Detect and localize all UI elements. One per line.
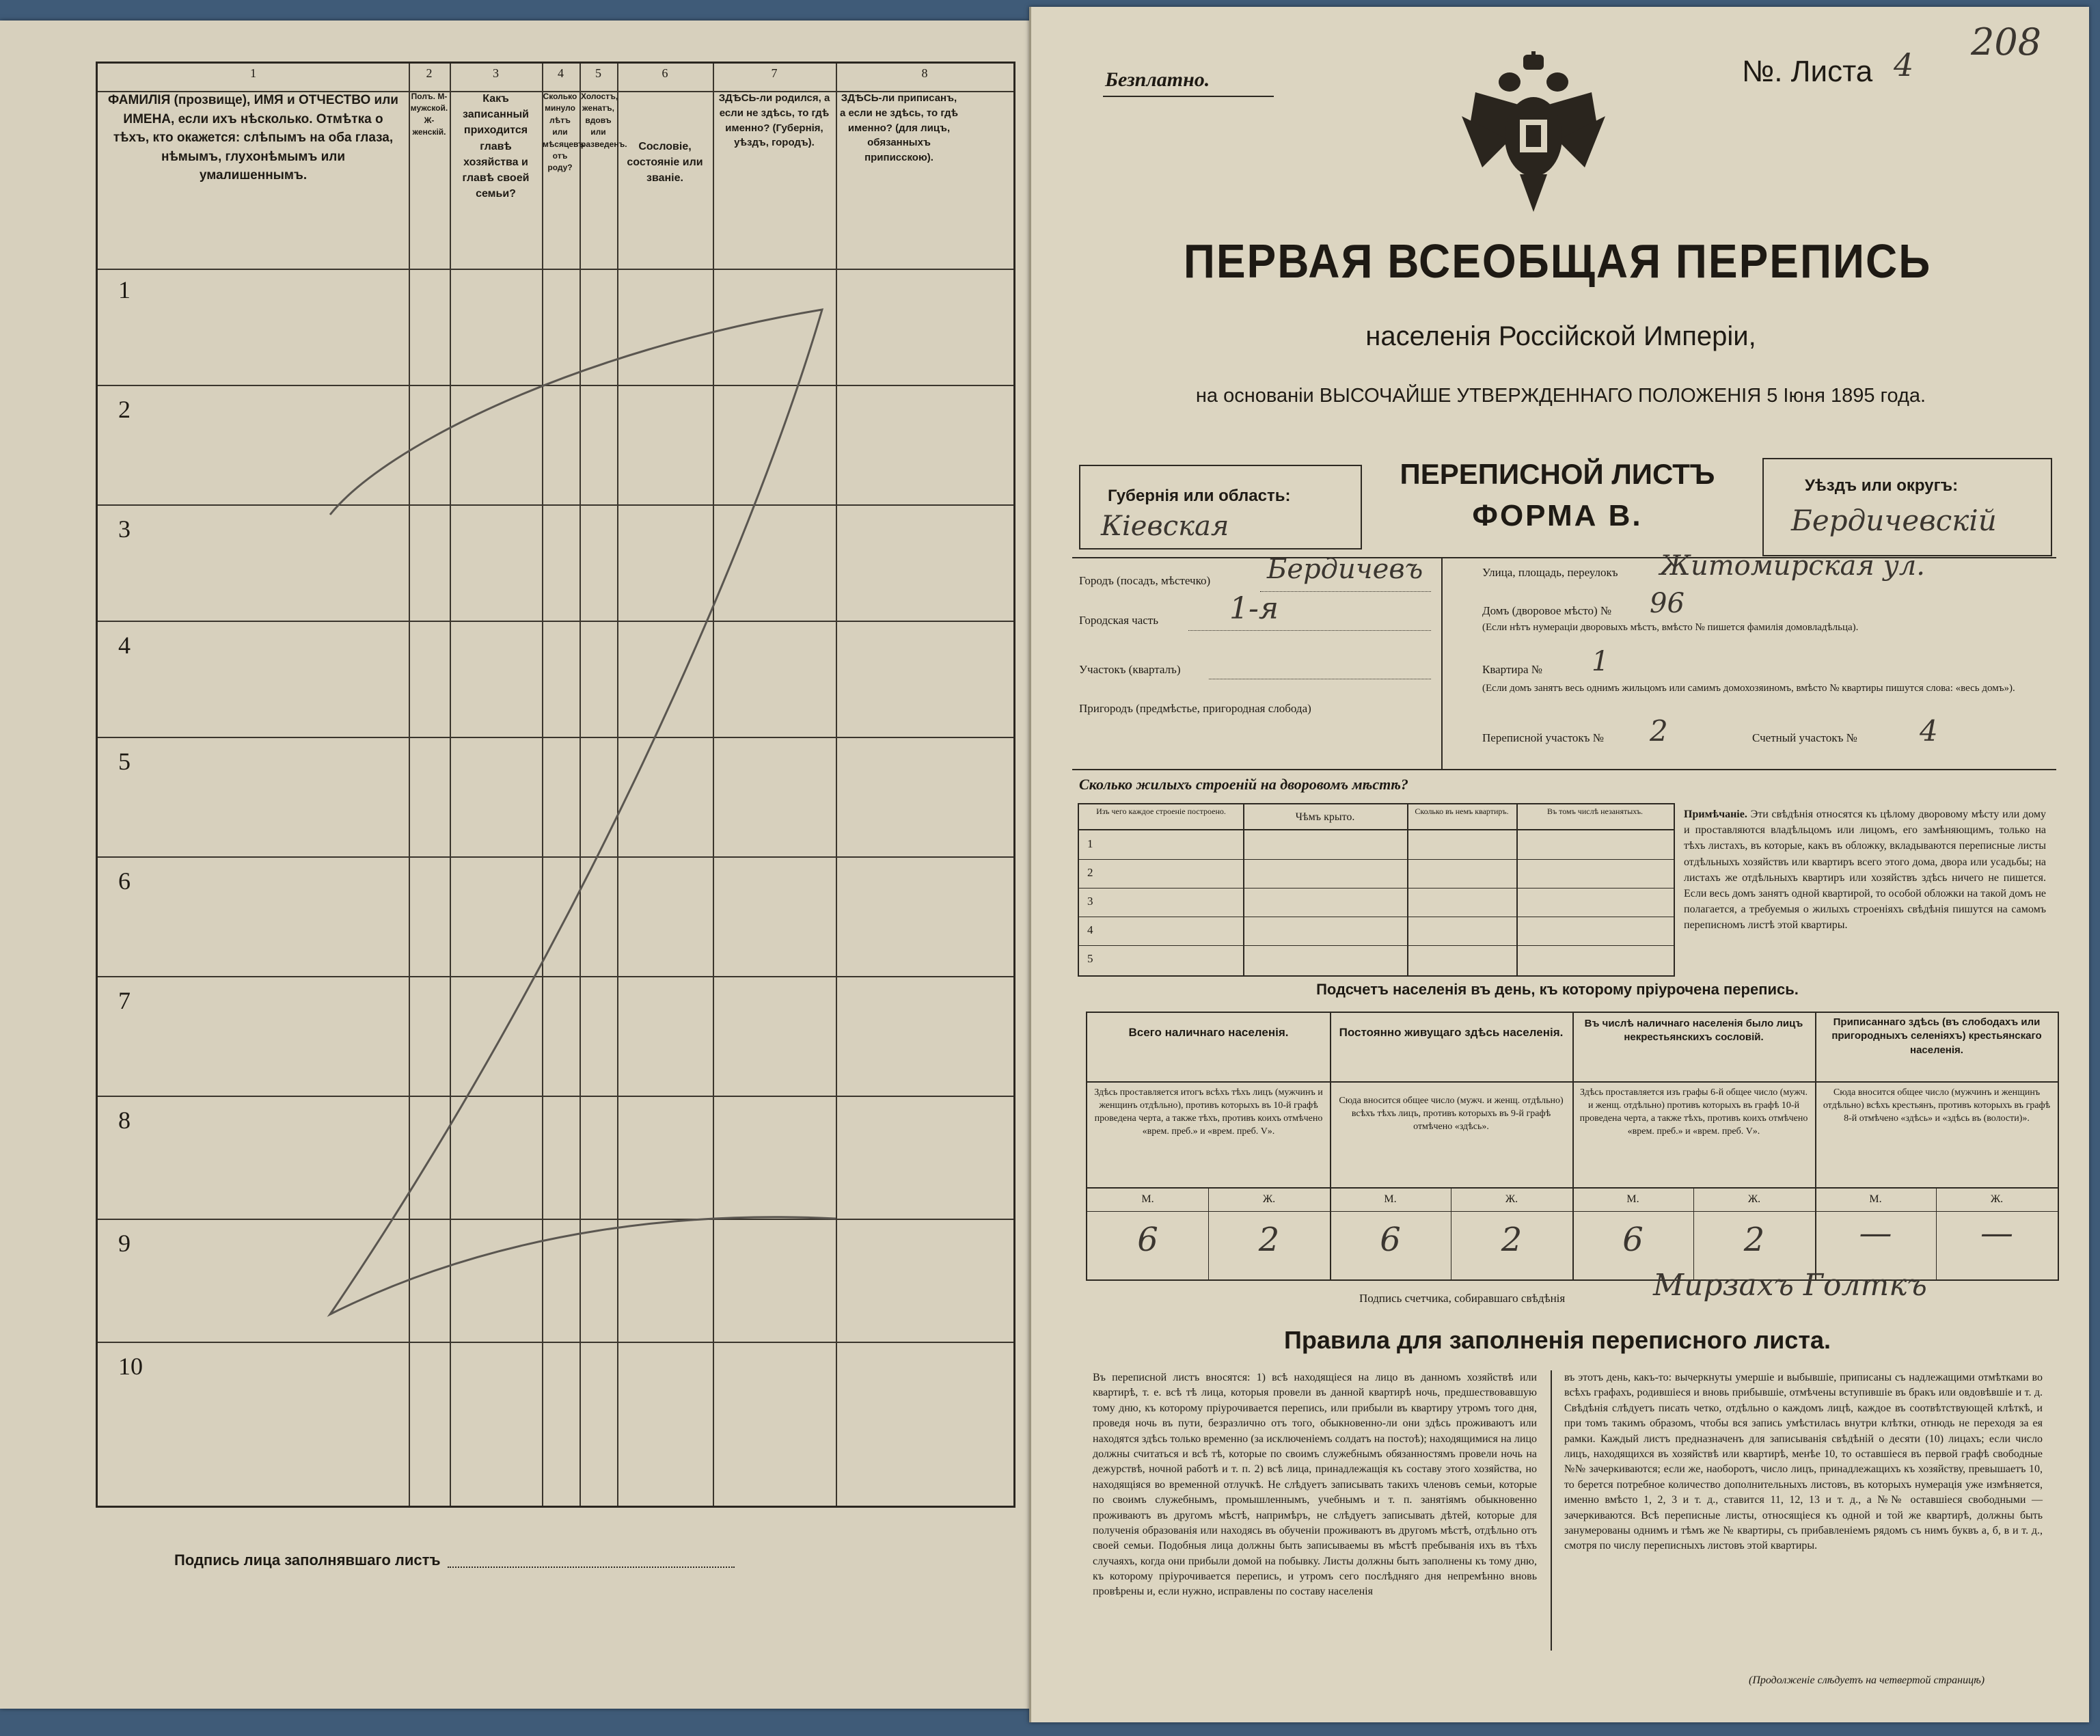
row-number: 5 xyxy=(118,748,131,775)
column-number: 1 xyxy=(250,66,256,80)
male-label: М. xyxy=(1141,1193,1154,1205)
count-table xyxy=(1086,1012,2059,1281)
basis-line: на основаніи ВЫСОЧАЙШЕ УТВЕРЖДЕННАГО ПОЛОЖЕНІЯ 5 Іюня 1895 года. xyxy=(1195,385,1926,407)
right-page xyxy=(1029,7,2089,1722)
column-number: 8 xyxy=(921,66,928,80)
city-label: Городъ (посадъ, мѣстечко) xyxy=(1079,574,1211,587)
buildings-row-number: 5 xyxy=(1087,952,1093,965)
form-title-2: ФОРМА В. xyxy=(1472,499,1643,532)
counter-signature-label: Подпись счетчика, собиравшаго свѣдѣнія xyxy=(1359,1292,1566,1305)
buildings-header: Чѣмъ крыто. xyxy=(1295,811,1355,823)
uezd-value: Бердичевскій xyxy=(1791,504,1997,537)
count-title: Подсчетъ населенія въ день, къ которому пріурочена перепись. xyxy=(1316,981,1799,998)
apartment-note: (Если домъ занятъ весь однимъ жильцомъ или самимъ домохозяиномъ, вмѣсто № квартиры пишутся слова: «весь домъ»). xyxy=(1482,683,2015,694)
subtitle: населенія Россійской Имперіи, xyxy=(1365,321,1756,351)
row-divider xyxy=(1079,888,1674,889)
row-divider xyxy=(1079,945,1674,946)
rules-left-column: Въ переписной листъ вносятся: 1) всѣ находящіеся на лицо въ данномъ хозяйствѣ или квартирѣ, т. е. всѣ тѣ лица, которыя провели въ данной квартирѣ ночь, предшествовавшую тому дню, къ которому пріурочивается перепись, или прибыли въ квартиру утромъ того дня, проведя ночь въ пути, безразлично отъ того, обыкновенно-ли они здѣсь проживаютъ или находятся здѣсь только временно (за исключеніемъ солдатъ на постоѣ); находящимися на лицо должны считаться и всѣ тѣ, которые по своимъ служебнымъ обязанностямъ провели ночь на дежурствѣ, ночной работѣ и т. п. 2) всѣ лица, принадлежащія къ составу этого хозяйства, но находящіяся во временной отлучкѣ. Не слѣдуетъ записывать такихъ членовъ семьи, которые по своимъ служебнымъ, промышленнымъ, учебнымъ и т. п. занятіямъ обыкновенно проживаютъ въ другомъ мѣстѣ, напримѣръ, не слѣдуетъ записывать дѣтей, которые для полученія образованія или находясь въ обученіи проживаютъ въ другомъ мѣстѣ, отдѣльно отъ своей семьи. Подобныя лица должны быть записываемы въ мѣстѣ пребыванія ихъ въ тѣхъ случаяхъ, когда они прибыли домой на побывку. Листы должны быть заполнены къ тому дню, къ которому пріурочивается перепись, и утромъ сего послѣдняго дня непремѣнно вновь провѣрены и, если нужно, исправлены по составу населенія xyxy=(1093,1372,1537,1598)
buildings-row-number: 1 xyxy=(1087,837,1093,850)
row-number: 8 xyxy=(118,1107,131,1134)
row-number: 7 xyxy=(118,987,131,1014)
male-label: М. xyxy=(1384,1193,1397,1205)
female-label: Ж. xyxy=(1262,1193,1276,1205)
address-divider xyxy=(1441,557,1443,769)
mf-divider xyxy=(1087,1187,2058,1189)
male-label: М. xyxy=(1869,1193,1882,1205)
city-value: Бердичевъ xyxy=(1267,554,1423,585)
count-value: 2 xyxy=(1501,1221,1523,1259)
buildings-row-number: 3 xyxy=(1087,895,1093,908)
row-number: 1 xyxy=(118,276,131,303)
free-label: Безплатно. xyxy=(1105,68,1210,91)
column-header-relation: Какъ записанный приходится главѣ хозяйства и главѣ своей семьи? xyxy=(462,93,530,200)
count-header-title: Въ числѣ наличнаго населенія было лицъ некрестьянскихъ сословій. xyxy=(1584,1018,1803,1044)
column-number: 3 xyxy=(493,66,499,80)
female-label: Ж. xyxy=(1505,1193,1518,1205)
archive-number: 208 xyxy=(1971,21,2042,64)
male-label: М. xyxy=(1626,1193,1639,1205)
free-underline xyxy=(1103,96,1274,97)
uezd-box xyxy=(1762,458,2052,556)
house-note: (Если нѣтъ нумераціи дворовыхъ мѣстъ, вмѣсто № пишется фамилія домовладѣльца). xyxy=(1482,622,1859,633)
rules-divider xyxy=(1551,1370,1552,1651)
count-value: 6 xyxy=(1137,1221,1158,1259)
count-header-text: Здѣсь проставляется изъ графы 6-й общее число (мужч. и женщ. отдѣльно) противъ которыхъ въ графѣ 10-й проведена черта, а также тѣхъ, противъ коихъ отмѣчено «врем. преб.» и «врем. преб. V». xyxy=(1579,1087,1808,1137)
main-title: ПЕРВАЯ ВСЕОБЩАЯ ПЕРЕПИСЬ xyxy=(1183,234,1932,288)
guberniya-label: Губернія или область: xyxy=(1108,487,1291,505)
buildings-question: Сколько жилыхъ строеній на дворовомъ мѣстѣ? xyxy=(1079,776,1408,793)
count-header-title: Всего наличнаго населенія. xyxy=(1128,1026,1289,1039)
count-header-text: Сюда вносится общее число (мужч. и женщ. отдѣльно) всѣхъ тѣхъ лицъ, противъ которыхъ въ 9-й графѣ отмѣчено «здѣсь». xyxy=(1339,1096,1564,1132)
note-block xyxy=(1684,806,2046,934)
district-label: Участокъ (кварталъ) xyxy=(1079,663,1181,676)
column-header-age: Сколько минуло лѣтъ или мѣсяцевъ отъ роду? xyxy=(543,92,584,173)
row-number: 2 xyxy=(118,396,131,423)
female-label: Ж. xyxy=(1990,1193,2004,1205)
header-divider xyxy=(1087,1081,2058,1083)
column-header-sex: Полъ. М-мужской. Ж-женскій. xyxy=(410,92,448,137)
uezd-label: Уѣздъ или округъ: xyxy=(1805,476,1959,495)
count-value: 2 xyxy=(1258,1221,1280,1259)
house-value: 96 xyxy=(1650,588,1685,619)
count-value: — xyxy=(1980,1214,2013,1252)
house-label: Домъ (дворовое мѣсто) № xyxy=(1482,604,1612,617)
address-bottom-rule xyxy=(1072,769,2056,770)
apartment-value: 1 xyxy=(1592,646,1609,677)
buildings-header: Въ томъ числѣ незанятыхъ. xyxy=(1546,806,1644,816)
street-value: Житомирская ул. xyxy=(1660,550,1925,582)
counting-area-value: 4 xyxy=(1920,714,1938,748)
census-table xyxy=(96,62,1015,1508)
column-number: 4 xyxy=(558,66,564,80)
column-header-birthplace: ЗДѢСЬ-ли родился, а если не здѣсь, то гдѣ именно? (Губернія, уѣздъ, городъ). xyxy=(718,92,830,149)
apartment-label: Квартира № xyxy=(1482,663,1543,676)
pencil-strike-mark xyxy=(98,64,1013,1506)
counter-signature-value: Мирзахъ Голткъ xyxy=(1653,1268,1927,1303)
female-label: Ж. xyxy=(1747,1193,1761,1205)
left-page xyxy=(0,21,1029,1709)
column-number: 2 xyxy=(426,66,433,80)
row-number: 3 xyxy=(118,515,131,543)
note-heading: Примѣчаніе. xyxy=(1684,809,1747,820)
census-area-value: 2 xyxy=(1650,714,1668,748)
count-value: 6 xyxy=(1380,1221,1401,1259)
buildings-row-number: 2 xyxy=(1087,866,1093,879)
suburb-label: Пригородъ (предмѣстье, пригородная слобода) xyxy=(1079,702,1311,715)
row-divider xyxy=(1079,859,1674,860)
street-label: Улица, площадь, переулокъ xyxy=(1482,566,1618,579)
rules-title: Правила для заполненія переписного листа. xyxy=(1283,1326,1831,1354)
census-area-label: Переписной участокъ № xyxy=(1482,731,1604,744)
rules-right-column: въ этотъ день, какъ-то: вычеркнуты умершіе и выбывшіе, приписаны съ надлежащими отмѣтками во всѣхъ графахъ, родившіеся и вновь прибывшіе, отмѣчены вступившіе въ бракъ или овдовѣвшіе и т. д. Свѣдѣнія слѣдуетъ писать четко, отдѣльно о каждомъ лицѣ, каждое въ соотвѣтствующей клѣткѣ, и при томъ такимъ образомъ, чтобы вся запись умѣстилась внутри клѣтки, отнюдь не переходя за ея рамки. Каждый листъ предназначенъ для записыванія свѣдѣній о десяти (10) лицахъ; если число лицъ, находящихся въ хозяйствѣ или квартирѣ, менѣе 10, то оставшіеся въ первой графѣ свободные №№ зачеркиваются; если же, наоборотъ, число лицъ, принадлежащихъ къ хозяйству, превышаетъ 10, то берется потребное количество дополнительныхъ листовъ, въ которыхъ нумерація уже измѣняется, именно вмѣсто 1, 2, 3 и т. д., ставится 11, 12, 13 и т. д., а №№ оставшіеся свободными — зачеркиваются. Всѣ переписные листы, относящіеся къ одной и той же квартирѣ, должны быть занумерованы однимъ и тѣмъ же № квартиры, съ прибавленіемъ рядомъ съ нимъ буквъ а, б, в и т. д., смотря по числу переписныхъ листовъ этой квартиры. xyxy=(1564,1372,2043,1552)
column-number: 5 xyxy=(595,66,601,80)
buildings-header: Изъ чего каждое строеніе построено. xyxy=(1096,806,1226,816)
imperial-eagle-icon xyxy=(1455,51,1612,215)
count-header-text: Сюда вносится общее число (мужчинъ и женщинъ отдѣльно) всѣхъ крестьянъ, противъ которыхъ въ графѣ 8-й отмѣчено «здѣсь» и «здѣсь въ (волости)». xyxy=(1823,1087,2051,1124)
column-header-registered: ЗДѢСЬ-ли приписанъ, а если не здѣсь, то гдѣ именно? (для лицъ, обязанныхъ приписскою). xyxy=(839,92,959,163)
city-part-label: Городская часть xyxy=(1079,614,1158,627)
note-text: Эти свѣдѣнія относятся къ цѣлому дворовому мѣсту или дому и проставляются владѣльцомъ или лицомъ, его замѣняющимъ, только на тѣхъ листахъ, въ которые, какъ въ обложку, вкладываются переписные листы отдѣльныхъ хозяйствъ или квартиръ всего этого дома, двора или усадьбы; на листахъ же отдѣльныхъ квартиръ или хозяйствъ здѣсь ничего не пишется. Если весь домъ занятъ одной квартирой, то особой обложки на такой домъ не полагается, а требуемыя о жилыхъ строеніяхъ свѣдѣнія пишутся на самомъ переписномъ листѣ этой квартиры. xyxy=(1684,809,2047,932)
guberniya-box xyxy=(1079,465,1362,550)
column-header-marital: Холостъ, женатъ, вдовъ или разведенъ. xyxy=(581,92,627,149)
guberniya-value: Кіевская xyxy=(1101,511,1229,542)
header-divider xyxy=(1079,829,1674,830)
column-number: 6 xyxy=(662,66,668,80)
count-value: 6 xyxy=(1622,1221,1644,1259)
row-number: 10 xyxy=(118,1353,143,1380)
column-number: 7 xyxy=(771,66,778,80)
sheet-number-value: 4 xyxy=(1894,46,1914,83)
count-value: — xyxy=(1859,1214,1892,1252)
city-part-value: 1-я xyxy=(1229,591,1279,626)
city-part-line xyxy=(1188,630,1431,631)
column-header-estate: Сословіе, состояніе или званіе. xyxy=(627,141,703,185)
form-title-1: ПЕРЕПИСНОЙ ЛИСТЪ xyxy=(1400,458,1715,490)
count-header-title: Постоянно живущаго здѣсь населенія. xyxy=(1339,1026,1564,1039)
counting-area-label: Счетный участокъ № xyxy=(1752,731,1857,744)
signature-label: Подпись лица заполнявшаго листъ xyxy=(174,1551,441,1569)
sheet-number-label: №. Листа xyxy=(1742,55,1873,88)
row-number: 6 xyxy=(118,867,131,895)
rules-continue: (Продолженіе слѣдуетъ на четвертой страницѣ) xyxy=(1749,1674,1985,1686)
row-number: 9 xyxy=(118,1230,131,1257)
column-header-name: ФАМИЛІЯ (прозвище), ИМЯ и ОТЧЕСТВО или ИМЕНА, если ихъ нѣсколько. Отмѣтка о тѣхъ, кто окажется: слѣпымъ на оба глаза, нѣмымъ, глухонѣмымъ или умалишеннымъ. xyxy=(108,93,398,183)
buildings-header: Сколько въ немъ квартиръ. xyxy=(1415,806,1509,816)
buildings-row-number: 4 xyxy=(1087,923,1093,936)
count-value: 2 xyxy=(1743,1221,1765,1259)
count-header-title: Приписаннаго здѣсь (въ слободахъ или пригородныхъ селеніяхъ) крестьянскаго населенія. xyxy=(1831,1016,2042,1056)
count-header-text: Здѣсь проставляется итогъ всѣхъ тѣхъ лицъ (мужчинъ и женщинъ отдѣльно), противъ которыхъ въ 10-й графѣ проведена черта, а также тѣхъ, противъ коихъ отмѣчено «врем. преб.» и «врем. преб. V». xyxy=(1094,1087,1323,1137)
city-line xyxy=(1260,591,1431,592)
buildings-table xyxy=(1078,803,1675,977)
row-number: 4 xyxy=(118,632,131,659)
signature-line xyxy=(448,1567,735,1568)
